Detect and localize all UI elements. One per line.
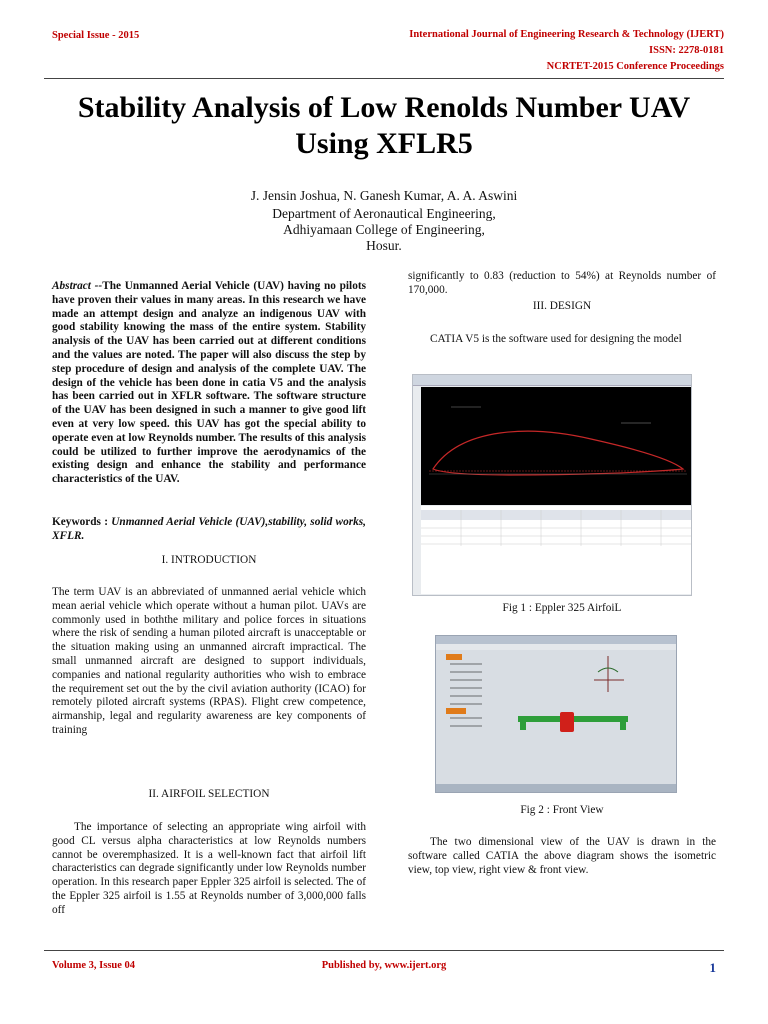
introduction-paragraph: The term UAV is an abbreviated of unmanned aerial vehicle which mean aerial vehicle which operate without a human pilot. UAVs are commonly used in boththe military and police forces in situations where the risk of sending a human piloted aircraft is unacceptable or the situation making using an unmanned aircraft impractical. The small unmanned aircraft are designed to support individuals, companies and national regularity authorities who wish to embrace the requirement set out the by the civil aviation authority (ICAO) for remotely piloted aircraft systems (RPAS). Flight crew competence, airmanship, legal and regularity awareness are key components of training — [52, 586, 366, 736]
keywords-text: Unmanned Aerial Vehicle (UAV),stability, solid works, XFLR. — [52, 516, 366, 542]
figure-2-caption: Fig 2 : Front View — [520, 804, 604, 816]
footer-publisher: Published by, www.ijert.org — [321, 960, 447, 971]
header-conference: NCRTET-2015 Conference Proceedings — [546, 61, 724, 72]
airfoil-continuation-paragraph: significantly to 0.83 (reduction to 54%) at Reynolds number of 170,000. — [408, 270, 716, 296]
closing-paragraph: The two dimensional view of the UAV is drawn in the software called CATIA the above diagram shows the isometric view, top view, right view & front view. — [408, 836, 716, 876]
affiliation — [0, 206, 768, 254]
section-heading-introduction: I. INTRODUCTION — [161, 554, 257, 566]
design-paragraph: CATIA V5 is the software used for designing the model — [430, 333, 682, 345]
airfoil-data-table — [421, 506, 691, 594]
figure-front-view — [435, 635, 677, 793]
header-special-issue: Special Issue - 2015 — [52, 30, 140, 41]
section-heading-design: III. DESIGN — [532, 300, 592, 312]
airfoil-shape-svg — [421, 387, 691, 505]
affiliation-college: Adhiyamaan College of Engineering, — [283, 222, 485, 237]
abstract-label: Abstract -- — [52, 280, 103, 292]
affiliation-dept: Department of Aeronautical Engineering, — [272, 206, 496, 221]
abstract-text: The Unmanned Aerial Vehicle (UAV) having no pilots have proven their values in many areas. In this research we have made an attempt design and analyze an indigenous UAV with good stability knowing the mass of the entire system. Stability analysis of the UAV has been carried out at different conditions and the values are noted. The paper will also discuss the step by step procedure of design and analysis of the complete UAV. The design of the vehicle has been done in catia V5 and the analysis has been carried out in XFLR software. The software structure of the UAV has been designed in such a manner to give good lift even at very low speed. this UAV has got the special ability to operate even at low Reynolds number. The results of this analysis could be utilized to further improve the aerodynamics of the existing design and enhance the stability and performance characteristics of the UAV. — [52, 280, 367, 486]
figure-1-caption: Fig 1 : Eppler 325 AirfoiL — [502, 602, 622, 614]
airfoil-plot-area — [421, 387, 691, 505]
header-journal-info — [409, 27, 724, 75]
authors: J. Jensin Joshua, N. Ganesh Kumar, A. A. Aswini — [250, 188, 518, 203]
page-number: 1 — [709, 960, 716, 975]
title-line-1: Stability Analysis of Low Renolds Number UAV — [77, 91, 691, 124]
airfoil-paragraph: The importance of selecting an appropriate wing airfoil with good CL versus alpha characteristics at low Reynolds numbers cannot be overemphasized. It is a well-known fact that airfoil lift characteristics can degrade significantly under low Reynolds number operation. In this research paper Eppler 325 airfoil is selected. The of the Eppler 325 airfoil is 1.55 at Reynolds number of 3,000,000 falls off — [52, 821, 366, 916]
header-issn: ISSN: 2278-0181 — [649, 45, 724, 56]
footer-volume: Volume 3, Issue 04 — [52, 960, 136, 971]
affiliation-city: Hosur. — [366, 238, 402, 253]
header-rule — [44, 78, 724, 79]
keywords — [52, 516, 366, 544]
section-heading-airfoil-selection: II. AIRFOIL SELECTION — [148, 788, 270, 800]
software-toolbar — [413, 375, 691, 386]
keywords-label: Keywords : — [52, 516, 112, 528]
footer-rule — [44, 950, 724, 951]
figure-eppler-325-airfoil — [412, 374, 692, 596]
title-line-2: Using XFLR5 — [295, 127, 473, 160]
catia-front-view-svg — [436, 636, 676, 792]
paper-title — [40, 90, 728, 162]
abstract — [52, 280, 366, 487]
header-journal-name: International Journal of Engineering Research & Technology (IJERT) — [409, 29, 724, 40]
airfoil-table-lines-svg — [421, 506, 691, 594]
